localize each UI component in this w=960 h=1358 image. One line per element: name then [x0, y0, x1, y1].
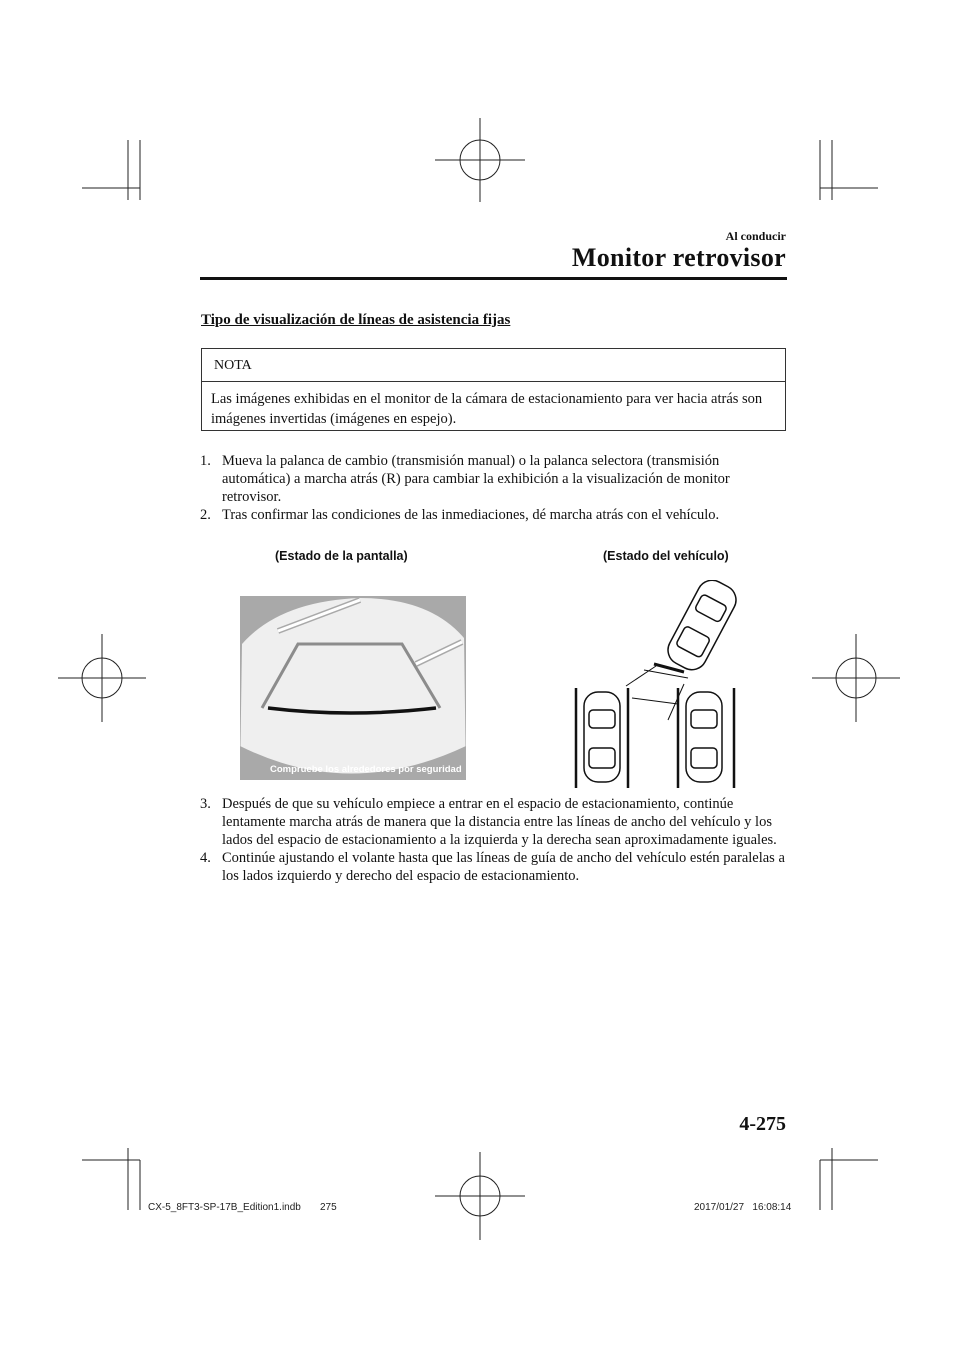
- step-number: 4.: [200, 850, 211, 866]
- note-box: [201, 348, 786, 431]
- step-text: Tras confirmar las condiciones de las inmediaciones, dé marcha atrás con el vehículo.: [222, 507, 720, 523]
- step-text: Mueva la palanca de cambio (transmisión manual) o la palanca selectora (transmisión automática) a marcha atrás (R) para cambiar la exhibición a la visualización de monitor retrovisor.: [222, 453, 730, 505]
- footer-filename: CX-5_8FT3-SP-17B_Edition1.indb: [148, 1202, 301, 1213]
- note-label: NOTA: [202, 349, 785, 382]
- list-item: [200, 849, 790, 885]
- rear-camera-screen-illustration: [240, 596, 466, 780]
- step-number: 2.: [200, 507, 211, 523]
- steps-list-top: [200, 452, 790, 524]
- list-item: [200, 506, 790, 524]
- screen-safety-message: Compruebe los alrededores por seguridad: [270, 764, 462, 775]
- parking-vehicle-illustration: [560, 580, 760, 790]
- step-text: Después de que su vehículo empiece a entrar en el espacio de estacionamiento, continúe lentamente marcha atrás de manera que la distancia entre las líneas de ancho del vehículo y los lados del espacio de estacionamiento a la izquierda y la derecha sean aproximadamente iguales.: [222, 796, 777, 848]
- chapter-label: Al conducir: [725, 229, 786, 243]
- note-text: Las imágenes exhibidas en el monitor de la cámara de estacionamiento para ver hacia atrás son imágenes invertidas (imágenes en espejo).: [211, 391, 763, 427]
- footer-timestamp: 2017/01/27 16:08:14: [694, 1202, 792, 1213]
- section-subheading: Tipo de visualización de líneas de asistencia fijas: [201, 312, 511, 328]
- footer-page: 275: [320, 1202, 337, 1213]
- list-item: [200, 795, 790, 849]
- step-number: 3.: [200, 796, 211, 812]
- step-number: 1.: [200, 453, 211, 469]
- list-item: [200, 452, 790, 506]
- page-number: 4-275: [739, 1113, 786, 1135]
- page-title: Monitor retrovisor: [571, 243, 786, 272]
- caption-vehicle-state: (Estado del vehículo): [603, 549, 729, 563]
- header-rule: [200, 277, 787, 280]
- step-text: Continúe ajustando el volante hasta que las líneas de guía de ancho del vehículo estén paralelas a los lados izquierdo y derecho del espacio de estacionamiento.: [222, 850, 785, 884]
- steps-list-bottom: [200, 795, 790, 885]
- caption-screen-state: (Estado de la pantalla): [275, 549, 408, 563]
